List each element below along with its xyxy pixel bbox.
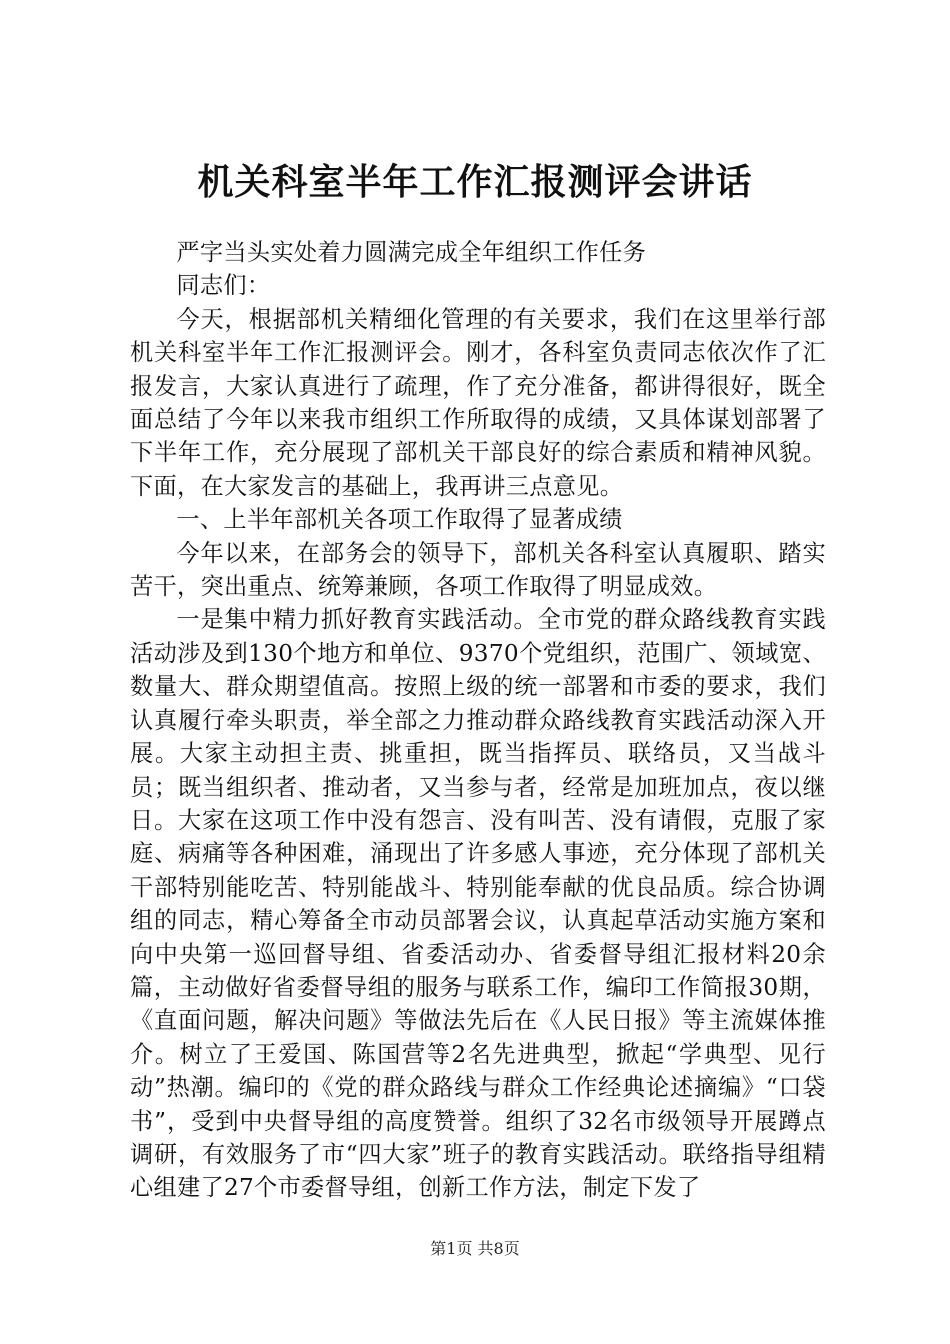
salutation-paragraph: 同志们： [176, 272, 271, 300]
body-paragraph: 今天，根据部机关精细化管理的有关要求，我们在这里举行部机关科室半年工作汇报测评会。刚才，各科室负责同志依次作了汇报发言，大家认真进行了疏理，作了充分准备，都讲得很好，既全面总结了今年以来我市组织工作所取得的成绩，又具体谋划部署了下半年工作，充分展现了部机关干部良好的综合素质和精神风貌。下面，在大家发言的基础上，我再讲三点意见。 [130, 305, 826, 500]
subtitle-paragraph: 严字当头实处着力圆满完成全年组织工作任务 [176, 239, 647, 266]
document-title: 机关科室半年工作汇报测评会讲话 [197, 161, 753, 203]
body-paragraph: 一是集中精力抓好教育实践活动。全市党的群众路线教育实践活动涉及到130个地方和单位、9370个党组织，范围广、领域宽、数量大、群众期望值高。按照上级的统一部署和市委的要求，我们认真履行牵头职责，举全部之力推动群众路线教育实践活动深入开展。大家主动担主责、挑重担，既当指挥员、联络员，又当战斗员；既当组织者、推动者，又当参与者，经常是加班加点，夜以继日。大家在这项工作中没有怨言、没有叫苦、没有请假，克服了家庭、病痛等各种困难，涌现出了许多感人事迹，充分体现了部机关干部特别能吃苦、特别能战斗、特别能奉献的优良品质。综合协调组的同志，精心筹备全市动员部署会议，认真起草活动实施方案和向中央第一巡回督导组、省委活动办、省委督导组汇报材料20余篇，主动做好省委督导组的服务与联系工作，编印工作简报30期，《直面问题，解决问题》等做法先后在《人民日报》等主流媒体推介。树立了王爱国、陈国营等2名先进典型，掀起“学典型、见行动”热潮。编印的《党的群众路线与群众工作经典论述摘编》“口袋书”，受到中央督导组的高度赞誉。组织了32名市级领导开展蹲点调研，有效服务了市“四大家”班子的教育实践活动。联络指导组精心组建了27个市委督导组，创新工作方法，制定下发了 [130, 606, 826, 1202]
body-paragraph: 今年以来，在部务会的领导下，部机关各科室认真履职、踏实苦干，突出重点、统筹兼顾，各项工作取得了明显成效。 [130, 539, 826, 601]
document-body [130, 236, 826, 1205]
page-footer: 第1页 共8页 [430, 1239, 520, 1258]
section-heading: 一、上半年部机关各项工作取得了显著成绩 [176, 506, 623, 534]
